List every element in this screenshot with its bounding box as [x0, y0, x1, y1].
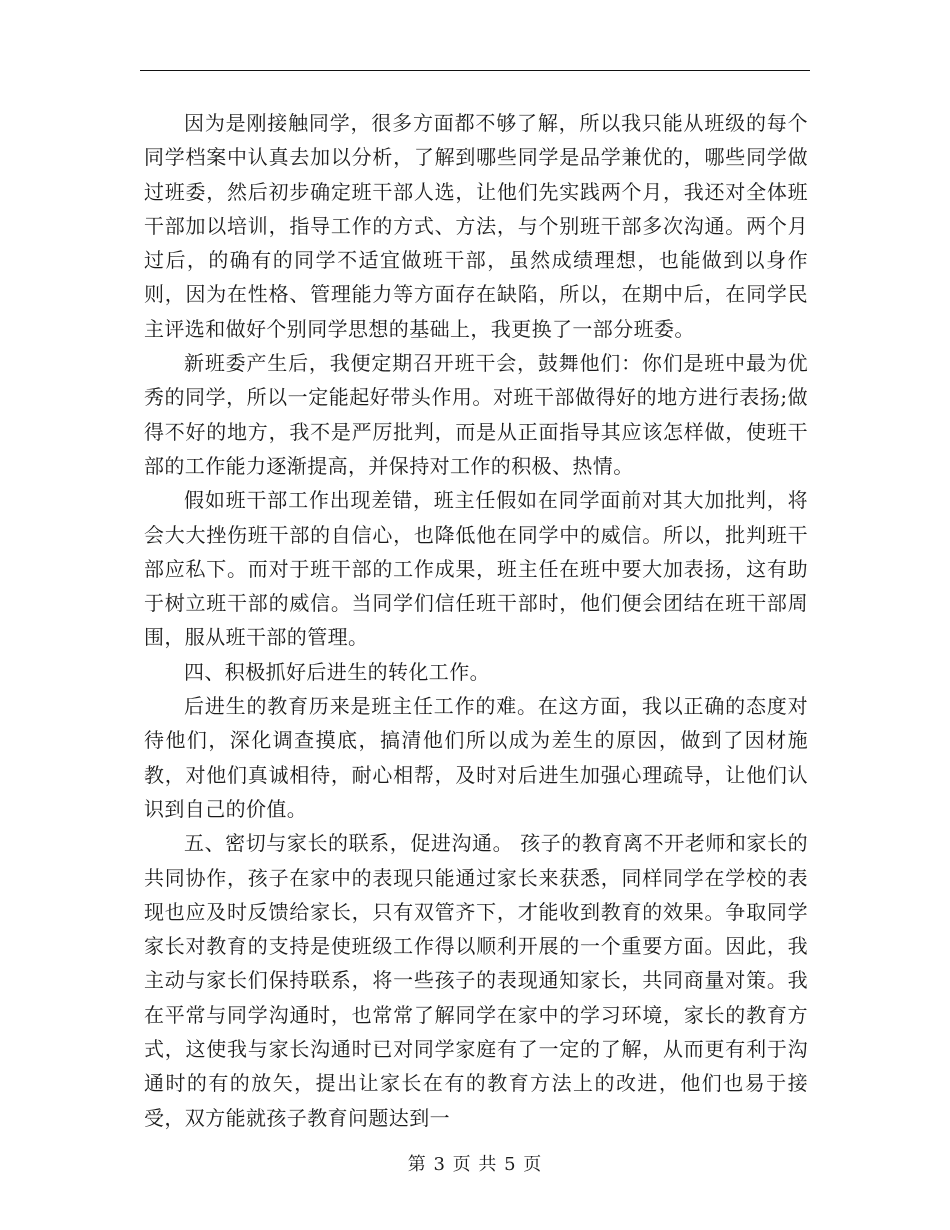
header-rule	[140, 70, 810, 71]
document-body	[144, 106, 808, 1135]
paragraph-class-committee-meeting: 新班委产生后，我便定期召开班干会，鼓舞他们：你们是班中最为优秀的同学，所以一定能起好带头作用。对班干部做得好的地方进行表扬;做得不好的地方，我不是严厉批判，而是从正面指导其应该怎样做，使班干部的工作能力逐渐提高，并保持对工作的积极、热情。	[144, 351, 808, 478]
paragraph-underachievers: 后进生的教育历来是班主任工作的难。在这方面，我以正确的态度对待他们，深化调查摸底，搞清他们所以成为差生的原因，做到了因材施教，对他们真诚相待，耐心相帮，及时对后进生加强心理疏导，让他们认识到自己的价值。	[144, 694, 808, 821]
paragraph-criticism-in-private: 假如班干部工作出现差错，班主任假如在同学面前对其大加批判，将会大大挫伤班干部的自信心，也降低他在同学中的威信。所以，批判班干部应私下。而对于班干部的工作成果，班主任在班中要大加表扬，这有助于树立班干部的威信。当同学们信任班干部时，他们便会团结在班干部周围，服从班干部的管理。	[144, 488, 808, 650]
paragraph-class-committee-selection: 因为是刚接触同学，很多方面都不够了解，所以我只能从班级的每个同学档案中认真去加以分析，了解到哪些同学是品学兼优的，哪些同学做过班委，然后初步确定班干部人选，让他们先实践两个月，我还对全体班干部加以培训，指导工作的方式、方法，与个别班干部多次沟通。两个月过后，的确有的同学不适宜做班干部，虽然成绩理想，也能做到以身作则，因为在性格、管理能力等方面存在缺陷，所以，在期中后，在同学民主评选和做好个别同学思想的基础上，我更换了一部分班委。	[144, 111, 808, 341]
page-number-footer: 第 3 页 共 5 页	[407, 1154, 543, 1175]
paragraph-parent-contact: 五、密切与家长的联系，促进沟通。 孩子的教育离不开老师和家长的共同协作，孩子在家中的表现只能通过家长来获悉，同样同学在学校的表现也应及时反馈给家长，只有双管齐下，才能收到教育的效果。争取同学家长对教育的支持是使班级工作得以顺利开展的一个重要方面。因此，我主动与家长们保持联系，将一些孩子的表现通知家长，共同商量对策。我在平常与同学沟通时，也常常了解同学在家中的学习环境，家长的教育方式，这使我与家长沟通时已对同学家庭有了一定的了解，从而更有利于沟通时的有的放矢，提出让家长在有的教育方法上的改进，他们也易于接受，双方能就孩子教育问题达到一	[144, 831, 808, 1130]
section-heading-four: 四、积极抓好后进生的转化工作。	[184, 659, 490, 684]
